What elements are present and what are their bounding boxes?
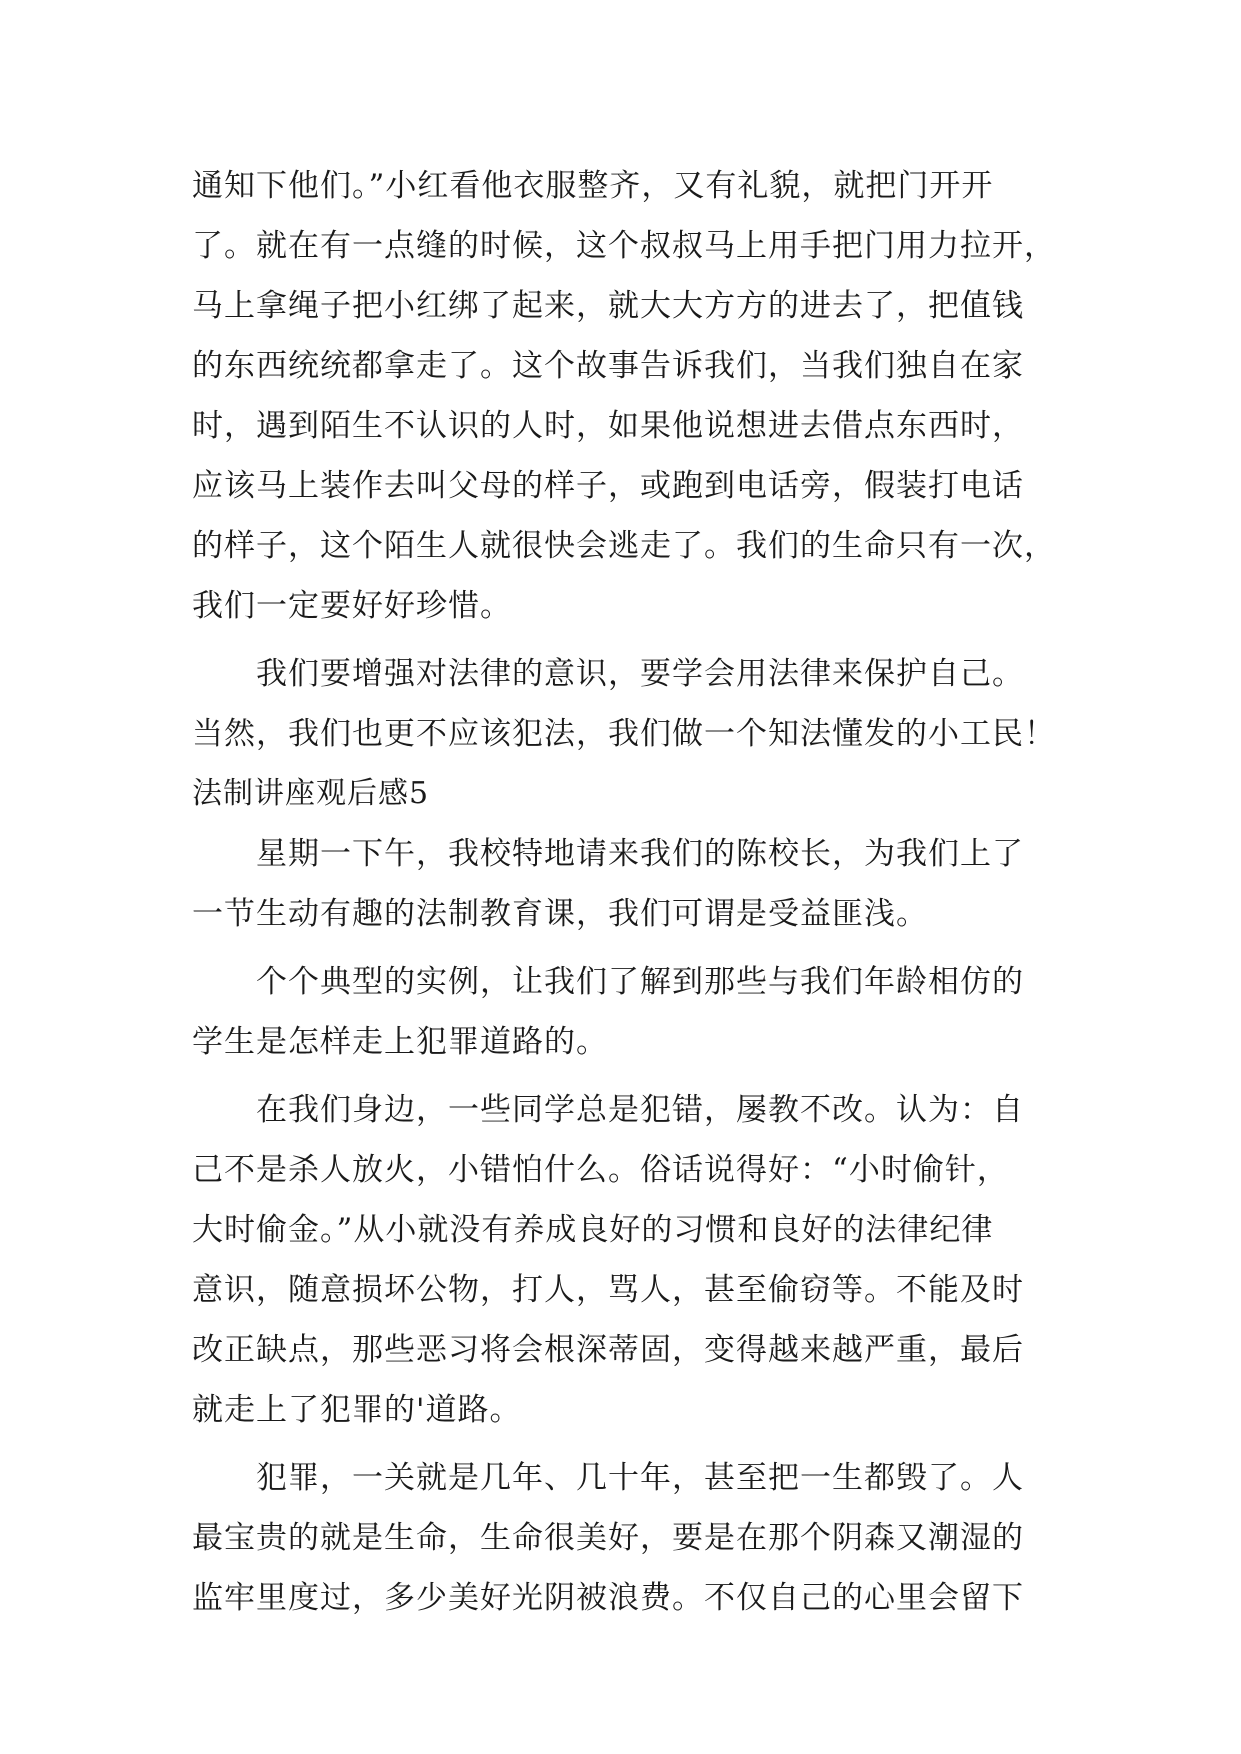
text-line: 最宝贵的就是生命，生命很美好，要是在那个阴森又潮湿的 (192, 1520, 1024, 1556)
text-line: 星期一下午，我校特地请来我们的陈校长，为我们上了 (256, 836, 1024, 872)
text-line: 当然，我们也更不应该犯法，我们做一个知法懂发的小工民！ (192, 716, 1056, 752)
text-line: 改正缺点，那些恶习将会根深蒂固，变得越来越严重，最后 (192, 1332, 1024, 1368)
text-line: 意识，随意损坏公物，打人，骂人，甚至偷窃等。不能及时 (192, 1272, 1024, 1308)
text-line: 就走上了犯罪的'道路。 (192, 1392, 522, 1428)
text-line: 的东西统统都拿走了。这个故事告诉我们，当我们独自在家 (192, 348, 1024, 384)
text-line: 通知下他们。”小红看他衣服整齐，又有礼貌，就把门开开 (192, 168, 994, 204)
paragraph-examples (192, 952, 1072, 1072)
text-line: 个个典型的实例，让我们了解到那些与我们年龄相仿的 (256, 964, 1024, 1000)
text-line: 学生是怎样走上犯罪道路的。 (192, 1024, 608, 1060)
text-line: 己不是杀人放火，小错怕什么。俗话说得好：“小时偷针， (192, 1152, 1009, 1188)
text-line: 监牢里度过，多少美好光阴被浪费。不仅自己的心里会留下 (192, 1580, 1024, 1616)
text-line: 犯罪，一关就是几年、几十年，甚至把一生都毁了。人 (256, 1460, 1024, 1496)
paragraph-consequences (192, 1448, 1072, 1628)
paragraph-story-ending (192, 156, 1072, 636)
text-line: 我们一定要好好珍惜。 (192, 588, 512, 624)
text-line: 时，遇到陌生不认识的人时，如果他说想进去借点东西时， (192, 408, 1024, 444)
text-line: 应该马上装作去叫父母的样子，或跑到电话旁，假装打电话 (192, 468, 1024, 504)
paragraph-law-awareness (192, 644, 1072, 764)
section-title: 法制讲座观后感5 (192, 776, 430, 811)
text-line: 一节生动有趣的法制教育课，我们可谓是受益匪浅。 (192, 896, 928, 932)
text-line: 了。就在有一点缝的时候，这个叔叔马上用手把门用力拉开， (192, 228, 1056, 264)
text-line: 的样子，这个陌生人就很快会逃走了。我们的生命只有一次， (192, 528, 1056, 564)
text-line: 在我们身边，一些同学总是犯错，屡教不改。认为：自 (256, 1092, 1024, 1128)
text-line: 大时偷金。”从小就没有养成良好的习惯和良好的法律纪律 (192, 1212, 994, 1248)
document-body (192, 156, 1072, 1628)
paragraph-bad-habits (192, 1080, 1072, 1440)
text-line: 我们要增强对法律的意识，要学会用法律来保护自己。 (256, 656, 1024, 692)
paragraph-lecture-intro (192, 824, 1072, 944)
text-line: 马上拿绳子把小红绑了起来，就大大方方的进去了，把值钱 (192, 288, 1024, 324)
